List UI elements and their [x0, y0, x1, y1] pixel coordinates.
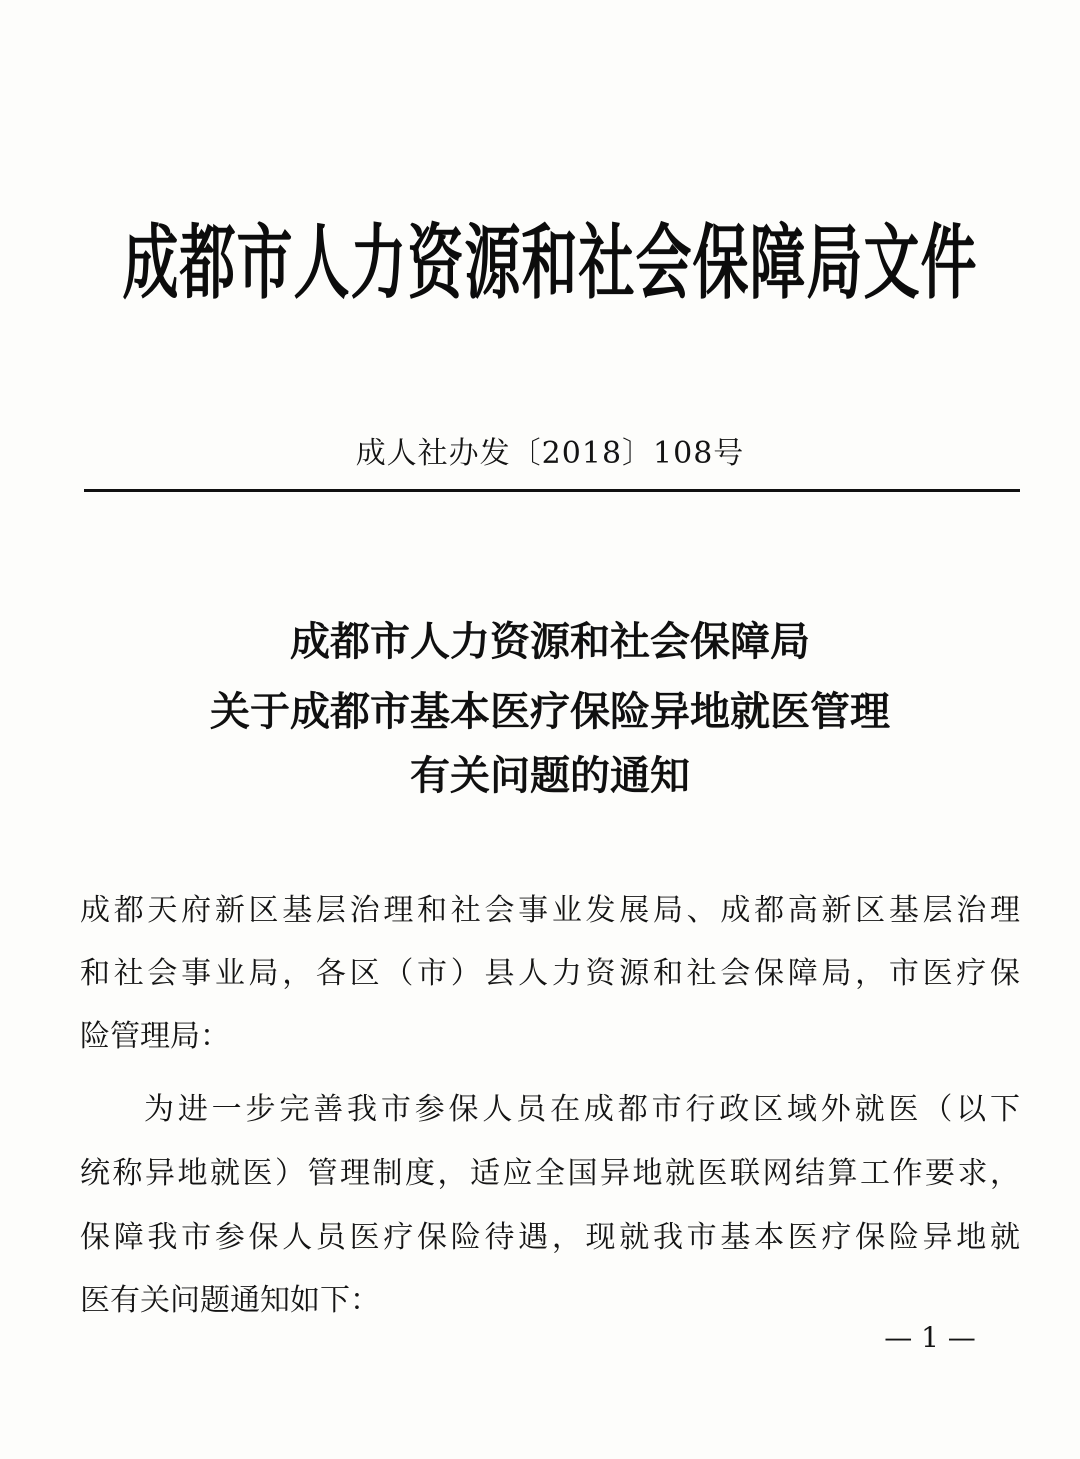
header-divider-line [84, 489, 1020, 492]
paragraph-line-2: 统称异地就医）管理制度，适应全国异地就医联网结算工作要求， [80, 1156, 1020, 1191]
paragraph-line-1: 为进一步完善我市参保人员在成都市行政区域外就医（以下 [144, 1092, 1020, 1127]
page-number: — 1 — [884, 1321, 976, 1354]
notice-title-line-1: 成都市人力资源和社会保障局 [290, 619, 810, 665]
addressee-line-2: 和社会事业局，各区（市）县人力资源和社会保障局，市医疗保 [80, 956, 1020, 991]
paragraph-line-3: 保障我市参保人员医疗保险待遇，现就我市基本医疗保险异地就 [80, 1220, 1020, 1255]
document-number: 成人社办发〔2018〕108号 [355, 436, 745, 471]
addressee-line-1: 成都天府新区基层治理和社会事业发展局、成都高新区基层治理 [80, 893, 1020, 928]
notice-title-line-2: 关于成都市基本医疗保险异地就医管理 [210, 689, 890, 735]
addressee-line-3: 险管理局： [80, 1019, 230, 1054]
notice-title-line-3: 有关问题的通知 [410, 753, 690, 799]
paragraph-line-4: 医有关问题通知如下： [80, 1283, 380, 1318]
document-masthead: 成都市人力资源和社会保障局文件 [122, 217, 978, 312]
